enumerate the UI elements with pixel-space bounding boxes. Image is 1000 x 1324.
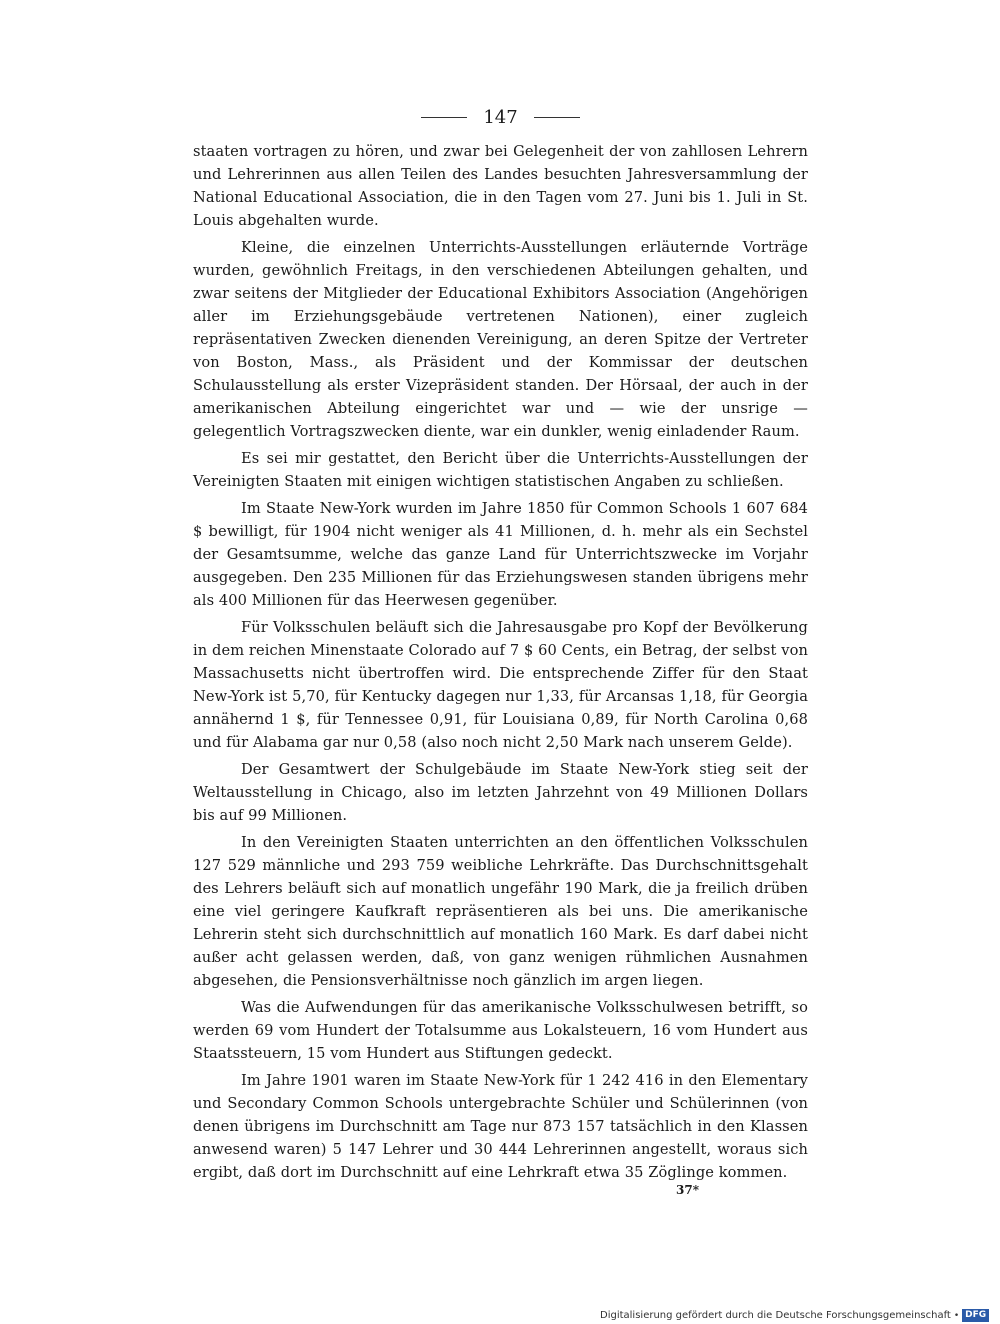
- page-footer: [600, 1309, 989, 1322]
- page-number: 147: [483, 106, 518, 128]
- paragraph-continuation: staaten vortragen zu hören, und zwar bei Gelegenheit der von zahllosen Lehrern und Lehrerinnen aus allen Teilen des Landes besuchten Jahresversammlung der National Educational Association, die in den Tagen vom 27. Juni bis 1. Juli in St. Louis abgehalten wurde.: [193, 143, 808, 229]
- paragraph: Der Gesamtwert der Schulgebäude im Staate New-York stieg seit der Weltausstellung in Chicago, also im letzten Jahrzehnt von 49 Millionen Dollars bis auf 99 Millionen.: [193, 761, 808, 824]
- paragraph: Kleine, die einzelnen Unterrichts-Ausstellungen erläuternde Vorträge wurden, gewöhnlich Freitags, in den verschiedenen Abteilungen gehalten, und zwar seitens der Mitglieder der Educational Exhibitors Association (Angehörigen aller im Erziehungsgebäude vertretenen Nationen), einer zugleich repräsentativen Zwecken dienenden Vereinigung, an deren Spitze der Vertreter von Boston, Mass., als Präsident und der Kommissar der deutschen Schulausstellung als erster Vizepräsident standen. Der Hörsaal, der auch in der amerikanischen Abteilung eingerichtet war und — wie der unsrige — gelegentlich Vortragszwecken diente, war ein dunkler, wenig einladender Raum.: [193, 239, 808, 440]
- dfg-logo: DFG: [962, 1309, 989, 1322]
- signature-mark: 37*: [676, 1183, 699, 1197]
- paragraph: Im Staate New-York wurden im Jahre 1850 für Common Schools 1 607 684 $ bewilligt, für 1904 nicht weniger als 41 Millionen, d. h. mehr als ein Sechstel der Gesamtsumme, welche das ganze Land für Unterrichtszwecke im Vorjahr ausgegeben. Den 235 Millionen für das Erziehungswesen standen übrigens mehr als 400 Millionen für das Heerwesen gegenüber.: [193, 500, 808, 609]
- page-header: [193, 98, 808, 136]
- paragraph: In den Vereinigten Staaten unterrichten an den öffentlichen Volksschulen 127 529 männliche und 293 759 weibliche Lehrkräfte. Das Durchschnittsgehalt des Lehrers beläuft sich auf monatlich ungefähr 190 Mark, die ja freilich drüben eine viel geringere Kaufkraft repräsentieren als bei uns. Die amerikanische Lehrerin steht sich durchschnittlich auf monatlich 160 Mark. Es darf dabei nicht außer acht gelassen werden, daß, von ganz wenigen rühmlichen Ausnahmen abgesehen, die Pensionsverhältnisse noch gänzlich im argen liegen.: [193, 834, 808, 989]
- header-rule-right: [534, 117, 580, 118]
- footer-credit-text: Digitalisierung gefördert durch die Deutsche Forschungsgemeinschaft: [600, 1310, 951, 1321]
- header-rule-left: [421, 117, 467, 118]
- footer-separator: •: [953, 1310, 960, 1321]
- paragraph: Im Jahre 1901 waren im Staate New-York für 1 242 416 in den Elementary und Secondary Common Schools untergebrachte Schüler und Schülerinnen (von denen übrigens im Durchschnitt am Tage nur 873 157 tatsächlich in den Klassen anwesend waren) 5 147 Lehrer und 30 444 Lehrerinnen angestellt, woraus sich ergibt, daß dort im Durchschnitt auf eine Lehrkraft etwa 35 Zöglinge kommen.: [193, 1072, 808, 1181]
- paragraph: Für Volksschulen beläuft sich die Jahresausgabe pro Kopf der Bevölkerung in dem reichen Minenstaate Colorado auf 7 $ 60 Cents, ein Betrag, der selbst von Massachusetts nicht übertroffen wird. Die entsprechende Ziffer für den Staat New-York ist 5,70, für Kentucky dagegen nur 1,33, für Arcansas 1,18, für Georgia annähernd 1 $, für Tennessee 0,91, für Louisiana 0,89, für North Carolina 0,68 und für Alabama gar nur 0,58 (also noch nicht 2,50 Mark nach unserem Gelde).: [193, 619, 808, 751]
- paragraph: Es sei mir gestattet, den Bericht über die Unterrichts-Ausstellungen der Vereinigten Staaten mit einigen wichtigen statistischen Angaben zu schließen.: [193, 450, 808, 490]
- paragraph: Was die Aufwendungen für das amerikanische Volksschulwesen betrifft, so werden 69 vom Hundert der Totalsumme aus Lokalsteuern, 16 vom Hundert aus Staatssteuern, 15 vom Hundert aus Stiftungen gedeckt.: [193, 999, 808, 1062]
- document-page: [193, 98, 808, 1184]
